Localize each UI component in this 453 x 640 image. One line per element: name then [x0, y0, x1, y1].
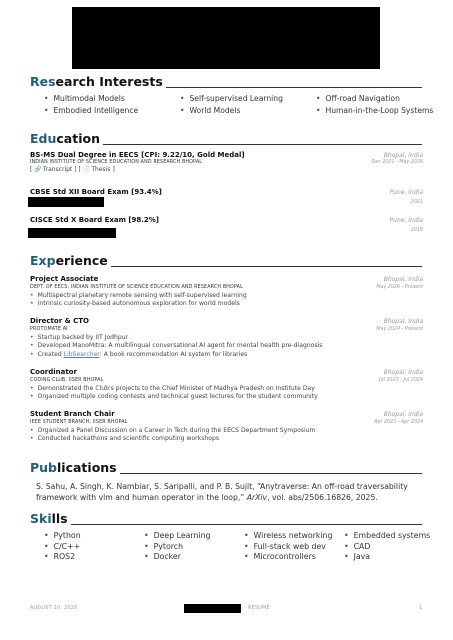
entry-dates: May 2026 - Present — [376, 285, 423, 290]
section-title: Publications — [30, 460, 117, 475]
list-item: • Multimodal Models — [44, 94, 180, 105]
entry-dates: Jul 2023 - Jul 2024 — [379, 378, 423, 383]
bullet-item: • Organized a Panel Discussion on a Career in Tech during the EECS Department Symposium — [30, 427, 423, 435]
redacted-footer-name — [184, 604, 241, 613]
entry-subtitle: DEPT. OF EECS, INDIAN INSTITUTE OF SCIENCE EDUCATION AND RESEARCH BHOPAL — [30, 285, 243, 290]
education-heading — [30, 133, 422, 146]
redacted-text — [28, 228, 116, 238]
list-item: • Deep Learning — [144, 531, 244, 542]
section-divider — [111, 266, 422, 267]
education-entry-bsms — [30, 151, 423, 173]
list-item: • Wireless networking — [244, 531, 344, 542]
entry-location: Bhopal, India — [383, 276, 423, 283]
research-interests-list — [44, 94, 452, 116]
list-item: • World Models — [180, 106, 316, 117]
entry-dates: 2019 — [410, 228, 423, 233]
experience-entry-director — [30, 317, 423, 359]
experience-entry-coordinator — [30, 368, 423, 402]
entry-dates: 2021 — [410, 200, 423, 205]
bullet-item: • Created LibSearcher: A book recommendation AI system for libraries — [30, 351, 423, 359]
entry-location: Bhopal, India — [383, 369, 423, 376]
entry-location: Bhopal, India — [383, 318, 423, 325]
publication-entry: S. Sahu, A. Singh, K. Nambiar, S. Saripalli, and P. B. Sujit, “Anytraverse: An off-road traversability framework with vlm and human operator in the loop,” ArXiv, vol. abs/2506.16826, 2025. — [36, 482, 408, 502]
section-title: Skills — [30, 511, 68, 526]
list-item: • Off-road Navigation — [316, 94, 452, 105]
entry-subtitle: CODING CLUB, IISER BHOPAL — [30, 378, 104, 383]
list-item: • Embedded systems — [344, 531, 444, 542]
list-item: • Human-in-the-Loop Systems — [316, 106, 452, 117]
footer-page-number: 1 — [419, 606, 423, 611]
entry-title: Student Branch Chair — [30, 410, 115, 418]
entry-dates: Apr 2023 - Apr 2024 — [374, 420, 423, 425]
section-divider — [120, 473, 422, 474]
list-item: • CAD — [344, 542, 444, 553]
list-item: • Docker — [144, 552, 244, 563]
entry-title: CBSE Std XII Board Exam [93.4%] — [30, 188, 162, 196]
bullet-item: • Multispectral planetary remote sensing with self-supervised learning — [30, 292, 423, 300]
entry-dates: May 2024 - Present — [376, 327, 423, 332]
link-icon: 🔗 — [34, 166, 42, 173]
experience-entry-branch-chair — [30, 410, 423, 444]
entry-subtitle: PROTOMATE AI — [30, 327, 68, 332]
bullet-item: • Developed ManoMitra: A multilingual conversational AI agent for mental health pre-diagnosis — [30, 342, 423, 350]
experience-entry-project-associate — [30, 275, 423, 309]
research-interests-heading — [30, 76, 422, 89]
list-item: • C/C++ — [44, 542, 144, 553]
entry-location: Bhopal, India — [383, 152, 423, 159]
list-item: • Java — [344, 552, 444, 563]
list-item: • Embodied Intelligence — [44, 106, 180, 117]
entry-title: Director & CTO — [30, 317, 90, 325]
entry-subtitle: IEEE STUDENT BRANCH, IISER BHOPAL — [30, 420, 128, 425]
list-item: • Self-supervised Learning — [180, 94, 316, 105]
entry-dates: Dec 2021 - May 2026 — [371, 160, 423, 165]
entry-location: Bhopal, India — [383, 411, 423, 418]
footer-date: AUGUST 10, 2026 — [30, 606, 78, 611]
thesis-link[interactable]: 📄Thesis — [82, 166, 111, 173]
bullet-item: • Intrinsic curiosity-based autonomous exploration for world models — [30, 300, 423, 308]
bullet-item: • Organized multiple coding contests and technical guest lectures for the student community — [30, 393, 423, 401]
footer-label: RÉSUMÉ — [248, 606, 270, 611]
list-item: • ROS2 — [44, 552, 144, 563]
section-divider — [71, 524, 422, 525]
list-item: • Microcontrollers — [244, 552, 344, 563]
entry-title: Project Associate — [30, 275, 99, 283]
section-title: Experience — [30, 253, 108, 268]
libsearcher-link[interactable]: LibSearcher — [63, 350, 100, 358]
entry-title: BS-MS Dual Degree in EECS [CPI: 9.22/10, Gold Medal] — [30, 151, 245, 159]
list-item: • Pytorch — [144, 542, 244, 553]
experience-heading — [30, 255, 422, 268]
document-icon: 📄 — [82, 166, 91, 173]
redacted-text — [28, 197, 104, 207]
bullet-item: • Conducted hackathons and scientific computing workshops — [30, 435, 423, 443]
entry-subtitle: INDIAN INSTITUTE OF SCIENCE EDUCATION AND RESEARCH BHOPAL — [30, 160, 203, 165]
entry-title: CISCE Std X Board Exam [98.2%] — [30, 216, 160, 224]
redacted-header — [72, 7, 380, 69]
section-divider — [166, 87, 422, 88]
section-divider — [103, 144, 422, 145]
bullet-item: • Demonstrated the Club's projects to the Chief Minister of Madhya Pradesh on Institute Day — [30, 385, 423, 393]
section-title: Research Interests — [30, 74, 163, 89]
section-title: Education — [30, 131, 100, 146]
document-links: [ 🔗Transcript ] [ 📄Thesis ] — [30, 166, 115, 173]
transcript-link[interactable]: 🔗Transcript — [34, 166, 73, 173]
skills-heading — [30, 513, 422, 526]
entry-location: Pune, India — [389, 217, 423, 224]
list-item: • Full-stack web dev — [244, 542, 344, 553]
entry-title: Coordinator — [30, 368, 77, 376]
skills-list — [44, 531, 444, 563]
list-item: • Python — [44, 531, 144, 542]
entry-location: Pune, India — [389, 189, 423, 196]
bullet-item: • Startup backed by IIT Jodhpur — [30, 334, 423, 342]
publications-heading — [30, 462, 422, 475]
